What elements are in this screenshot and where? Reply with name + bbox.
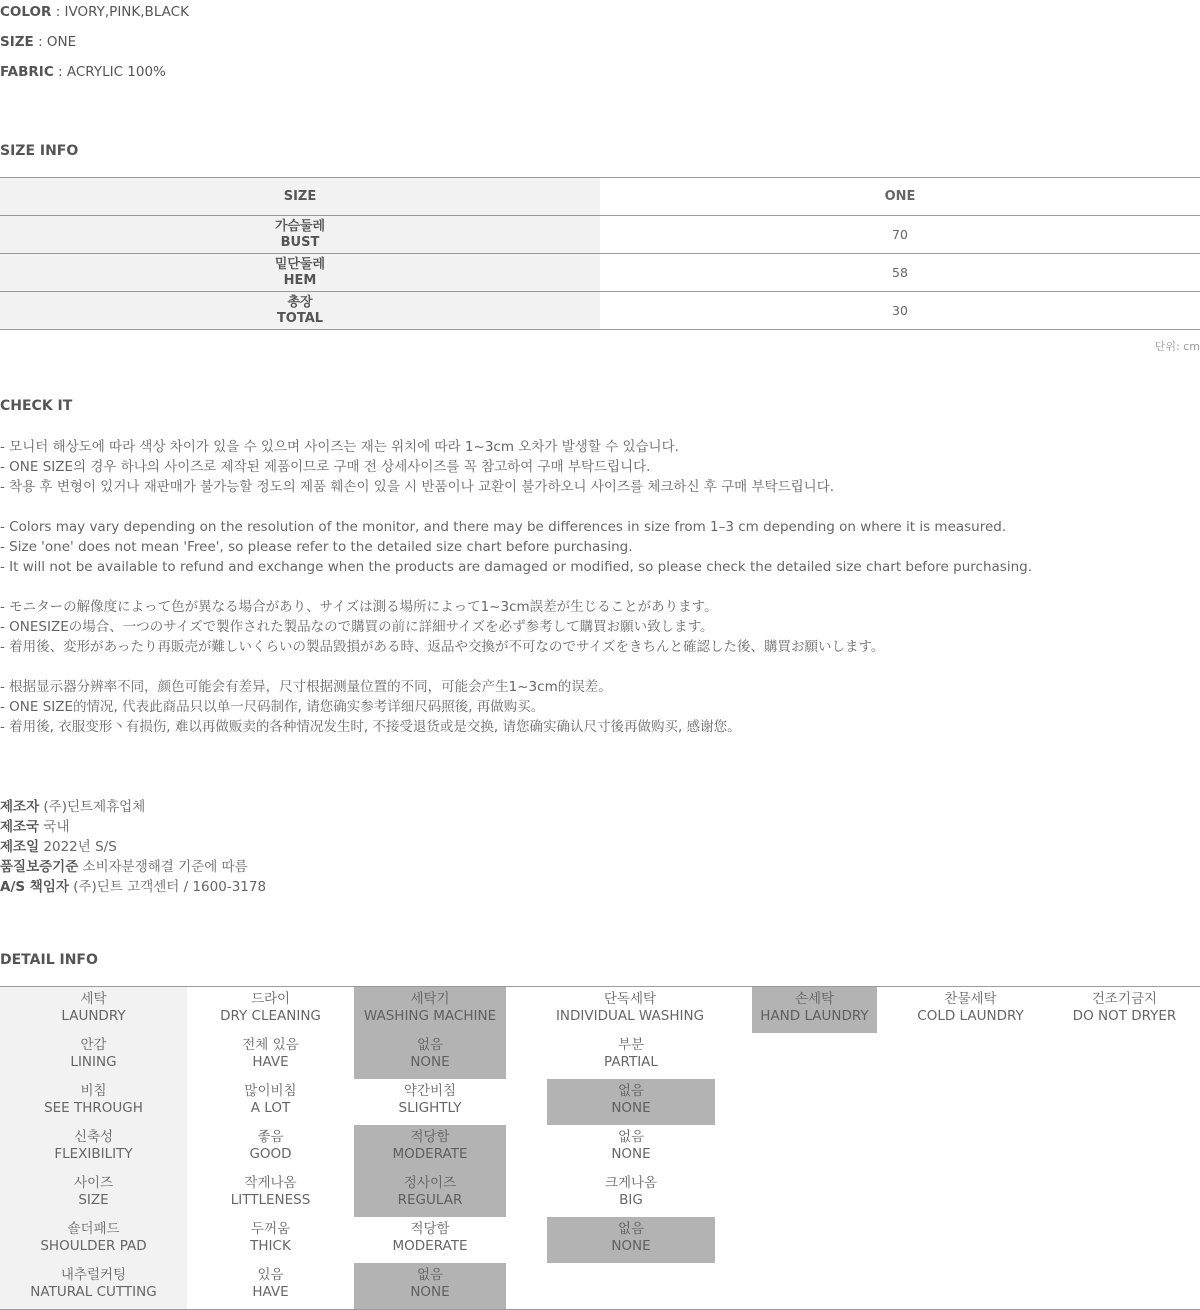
table-row	[0, 216, 1200, 254]
detail-option-en: WASHING MACHINE	[363, 1008, 497, 1024]
detail-label-ko: 안감	[80, 1037, 107, 1053]
detail-option	[187, 1033, 354, 1079]
spec-size	[0, 34, 76, 50]
note-line: - Size 'one' does not mean 'Free', so please refer to the detailed size chart before purchasing.	[0, 539, 633, 555]
detail-option-ko: 약간비침	[403, 1083, 457, 1099]
measure-label-ko: 총장	[287, 294, 313, 310]
detail-option-ko: 전체 있음	[242, 1037, 299, 1053]
size-table	[0, 177, 1200, 330]
detail-option	[1049, 987, 1200, 1033]
info-label: 제조일	[0, 839, 40, 855]
detail-label-ko: 신축성	[73, 1129, 114, 1145]
detail-option-en: INDIVIDUAL WASHING	[555, 1008, 705, 1024]
detail-label-en: FLEXIBILITY	[54, 1146, 133, 1162]
detail-option-en: NONE	[410, 1284, 450, 1300]
note-line: - 根据显示器分辨率不同，颜色可能会有差异，尺寸根据测量位置的不同，可能会产生1~3cm的误差。	[0, 679, 612, 695]
detail-row-label	[0, 1079, 187, 1125]
detail-row-label	[0, 1125, 187, 1171]
detail-row-label	[0, 1171, 187, 1217]
detail-grid	[0, 986, 1200, 1310]
detail-label-en: SHOULDER PAD	[40, 1238, 147, 1254]
detail-option-en: SLIGHTLY	[398, 1100, 462, 1116]
info-line	[0, 817, 266, 837]
detail-option-en: NONE	[611, 1238, 651, 1254]
info-value: 소비자분쟁해결 기준에 따름	[78, 859, 248, 875]
detail-label-en: LAUNDRY	[61, 1008, 126, 1024]
note-line: - 着用後、変形があったり再販売が難しいくらいの製品毀損がある時、返品や交換が不可なのでサイズをきちんと確認した後、購買お願いします。	[0, 639, 885, 655]
size-header-value: ONE	[884, 189, 916, 204]
detail-label-en: NATURAL CUTTING	[30, 1284, 157, 1300]
spec-color	[0, 4, 189, 20]
detail-label-ko: 세탁	[80, 991, 107, 1007]
detail-option-en: NONE	[410, 1054, 450, 1070]
detail-option-ko: 부분	[617, 1037, 645, 1053]
check-it-title: CHECK IT	[0, 398, 73, 414]
spec-label: COLOR	[0, 4, 52, 20]
detail-option-en: MODERATE	[392, 1146, 468, 1162]
measure-label	[0, 292, 600, 330]
note-line: - 모니터 해상도에 따라 색상 차이가 있을 수 있으며 사이즈는 재는 위치에 따라 1~3cm 오차가 발생할 수 있습니다.	[0, 439, 679, 455]
detail-label-ko: 내추럴커팅	[60, 1267, 127, 1283]
detail-option-ko: 없음	[617, 1221, 645, 1237]
detail-option-en: HAND LAUNDRY	[760, 1008, 869, 1024]
note-line: - ONE SIZE的情况, 代表此商品只以单一尺码制作, 请您确实参考详细尺码照後, 再做购买。	[0, 699, 545, 715]
detail-option-en: HAVE	[252, 1054, 289, 1070]
detail-label-en: SEE THROUGH	[44, 1100, 143, 1116]
detail-option-en: DRY CLEANING	[220, 1008, 321, 1024]
detail-option-ko: 작게나옴	[244, 1175, 297, 1191]
detail-label-en: SIZE	[78, 1192, 109, 1208]
detail-option-selected	[354, 1263, 506, 1309]
detail-option-ko: 없음	[617, 1129, 645, 1145]
detail-option-ko: 없음	[416, 1037, 444, 1053]
detail-option-selected	[354, 1033, 506, 1079]
detail-option-en: MODERATE	[392, 1238, 468, 1254]
notes-english	[0, 517, 1032, 577]
info-value: 2022년 S/S	[39, 839, 117, 855]
detail-option-en: GOOD	[249, 1146, 292, 1162]
measure-value: 30	[892, 303, 908, 318]
detail-row-label	[0, 1033, 187, 1079]
detail-option	[187, 1263, 354, 1309]
note-line: - 착용 후 변형이 있거나 재판매가 불가능할 정도의 제품 훼손이 있을 시 반품이나 교환이 불가하오니 사이즈를 체크하신 후 구매 부탁드립니다.	[0, 479, 835, 495]
detail-option	[187, 1125, 354, 1171]
note-line: - モニターの解像度によって色が異なる場合があり、サイズは測る場所によって1~3cm誤差が生じることがあります。	[0, 599, 718, 615]
notes-japanese	[0, 597, 884, 657]
detail-option	[547, 1033, 715, 1079]
detail-option	[547, 1171, 715, 1217]
detail-option-ko: 없음	[617, 1083, 645, 1099]
detail-label-ko: 숄더패드	[67, 1221, 120, 1237]
measure-label-en: BUST	[280, 234, 320, 250]
measure-label-en: TOTAL	[276, 310, 324, 326]
spec-value: : ONE	[38, 34, 77, 50]
table-row	[0, 292, 1200, 330]
detail-option-ko: 손세탁	[794, 991, 835, 1007]
measure-label	[0, 216, 600, 254]
detail-option-ko: 적당함	[410, 1129, 450, 1145]
info-line	[0, 857, 266, 877]
note-line: - ONESIZEの場合、一つのサイズで製作された製品なので購買の前に詳細サイズを必ず参考して購買お願い致します。	[0, 619, 714, 635]
note-line: - ONE SIZE의 경우 하나의 사이즈로 제작된 제품이므로 구매 전 상세사이즈를 꼭 참고하여 구매 부탁드립니다.	[0, 459, 651, 475]
note-line: - Colors may vary depending on the resolution of the monitor, and there may be differences in size from 1–3 cm depending on where it is measured.	[0, 519, 1007, 535]
info-value: (주)딘트제휴업체	[39, 799, 146, 815]
detail-option-en: A LOT	[250, 1100, 291, 1116]
spec-label: FABRIC	[0, 64, 54, 80]
detail-option	[877, 987, 1064, 1033]
detail-option-selected	[354, 987, 506, 1033]
detail-option	[187, 1217, 354, 1263]
info-label: 품질보증기준	[0, 859, 79, 875]
detail-option	[187, 1079, 354, 1125]
info-label: A/S 책임자	[0, 879, 69, 895]
product-info	[0, 797, 266, 897]
info-value: 국내	[39, 819, 70, 835]
detail-option-selected	[547, 1217, 715, 1263]
spec-label: SIZE	[0, 34, 34, 50]
detail-option	[187, 1171, 354, 1217]
detail-option-selected	[354, 1171, 506, 1217]
size-table-header	[0, 178, 1200, 216]
note-line: - 着用後, 衣服变形丶有损伤, 难以再做贩卖的各种情况发生时, 不接受退货或是交换, 请您确实确认尺寸後再做购买, 感谢您。	[0, 719, 741, 735]
detail-option-ko: 있음	[257, 1267, 284, 1283]
detail-option-ko: 크게나옴	[604, 1175, 658, 1191]
measure-label	[0, 254, 600, 292]
detail-option	[354, 1079, 506, 1125]
info-label: 제조국	[0, 819, 40, 835]
detail-option	[506, 987, 754, 1033]
detail-option-en: DO NOT DRYER	[1072, 1008, 1177, 1024]
info-line	[0, 837, 266, 857]
size-header-label: SIZE	[0, 178, 600, 216]
detail-option	[354, 1217, 506, 1263]
detail-option-en: LITTLENESS	[230, 1192, 311, 1208]
size-info-title: SIZE INFO	[0, 143, 79, 159]
detail-option-en: HAVE	[252, 1284, 289, 1300]
detail-option-en: THICK	[250, 1238, 291, 1254]
measure-value: 70	[892, 227, 908, 242]
detail-label-ko: 사이즈	[73, 1175, 114, 1191]
note-line: - It will not be available to refund and exchange when the products are damaged or modified, so please check the detailed size chart before purchasing.	[0, 559, 1032, 575]
notes-korean	[0, 437, 834, 497]
table-row	[0, 254, 1200, 292]
detail-row-label	[0, 1217, 187, 1263]
detail-option-en: COLD LAUNDRY	[917, 1008, 1024, 1024]
detail-option-ko: 세탁기	[410, 991, 450, 1007]
detail-option-ko: 단독세탁	[603, 991, 657, 1007]
detail-option-en: PARTIAL	[604, 1054, 658, 1070]
detail-option-ko: 좋음	[257, 1129, 284, 1145]
info-label: 제조자	[0, 799, 40, 815]
detail-info-title: DETAIL INFO	[0, 952, 98, 968]
measure-label-ko: 밑단둘레	[274, 256, 326, 272]
detail-option-ko: 건조기금지	[1091, 991, 1158, 1007]
detail-option-selected	[752, 987, 877, 1033]
detail-option-ko: 많이비침	[244, 1083, 297, 1099]
info-line	[0, 877, 266, 897]
unit-note: 단위: cm	[1154, 340, 1200, 353]
detail-option-ko: 없음	[416, 1267, 444, 1283]
spec-value: : IVORY,PINK,BLACK	[55, 4, 189, 20]
detail-label-en: LINING	[70, 1054, 117, 1070]
detail-row-label	[0, 987, 187, 1033]
detail-option-selected	[354, 1125, 506, 1171]
detail-option-en: BIG	[619, 1192, 643, 1208]
info-line	[0, 797, 266, 817]
detail-option-selected	[547, 1079, 715, 1125]
detail-option-ko: 두꺼움	[250, 1221, 291, 1237]
detail-label-ko: 비침	[80, 1083, 107, 1099]
notes-chinese	[0, 677, 741, 737]
info-value: (주)딘트 고객센터 / 1600-3178	[68, 879, 267, 895]
detail-option-ko: 정사이즈	[403, 1175, 457, 1191]
detail-option	[547, 1125, 715, 1171]
measure-value: 58	[892, 265, 908, 280]
spec-value: : ACRYLIC 100%	[58, 64, 166, 80]
detail-option	[187, 987, 354, 1033]
detail-option-en: NONE	[611, 1100, 651, 1116]
measure-label-ko: 가슴둘레	[274, 218, 326, 234]
detail-option-en: REGULAR	[397, 1192, 463, 1208]
spec-fabric	[0, 64, 166, 80]
detail-row-label	[0, 1263, 187, 1309]
detail-option-ko: 찬물세탁	[944, 991, 997, 1007]
measure-label-en: HEM	[283, 272, 317, 288]
detail-option-ko: 적당함	[410, 1221, 450, 1237]
detail-option-ko: 드라이	[250, 991, 291, 1007]
detail-option-en: NONE	[611, 1146, 651, 1162]
